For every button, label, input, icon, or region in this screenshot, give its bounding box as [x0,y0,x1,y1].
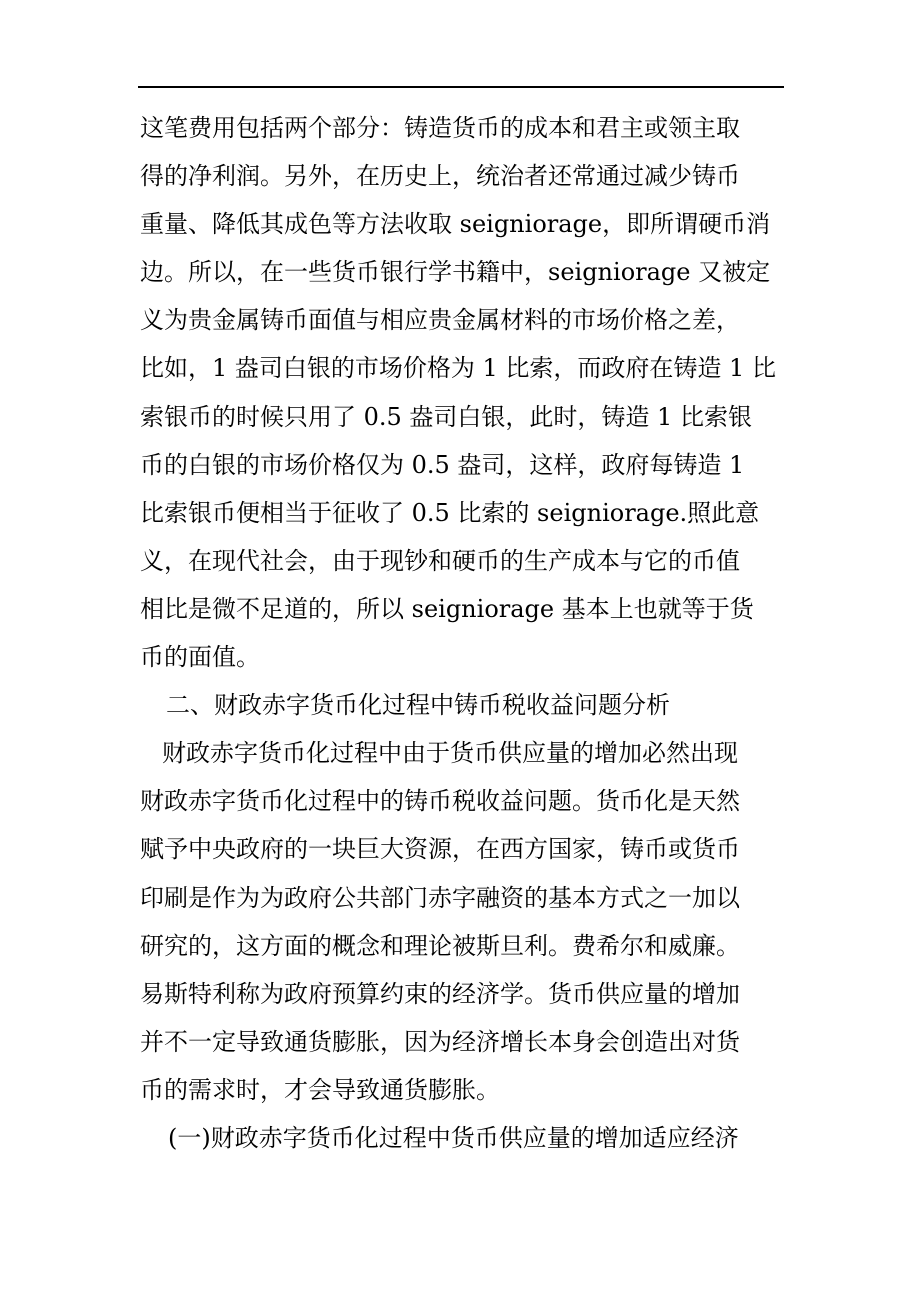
text-line: 币的需求时，才会导致通货膨胀。 [140,1075,500,1104]
text-line: 边。所以，在一些货币银行学书籍中，seigniorage 又被定 [140,258,771,287]
text-line: 这笔费用包括两个部分：铸造货币的成本和君主或领主取 [140,114,740,142]
text-line: 易斯特利称为政府预算约束的经济学。货币供应量的增加 [140,979,740,1008]
text-line: 比如，1 盎司白银的市场价格为 1 比索，而政府在铸造 1 比 [140,354,776,383]
text-line: 比索银币便相当于征收了 0.5 比索的 seigniorage.照此意 [140,498,760,527]
text-line: 财政赤字货币化过程中的铸币税收益问题。货币化是天然 [140,787,740,816]
text-line: 义，在现代社会，由于现钞和硬币的生产成本与它的币值 [140,546,740,575]
text-line: 相比是微不足道的，所以 seigniorage 基本上也就等于货 [140,594,754,623]
body-text [140,104,800,1162]
subsection-heading: (一)财政赤字货币化过程中货币供应量的增加适应经济 [168,1123,739,1152]
text-line: 印刷是作为为政府公共部门赤字融资的基本方式之一加以 [140,883,740,912]
text-line: 币的面值。 [140,643,260,672]
text-line: 赋予中央政府的一块巨大资源，在西方国家，铸币或货币 [140,835,740,864]
text-line: 重量、降低其成色等方法收取 seigniorage，即所谓硬币消 [140,210,771,239]
text-line: 财政赤字货币化过程中由于货币供应量的增加必然出现 [162,739,738,768]
text-line: 并不一定导致通货膨胀，因为经济增长本身会创造出对货 [140,1027,740,1056]
text-line: 币的白银的市场价格仅为 0.5 盎司，这样，政府每铸造 1 [140,450,745,479]
text-line: 义为贵金属铸币面值与相应贵金属材料的市场价格之差， [140,306,740,335]
header-rule [138,86,784,88]
section-heading: 二、财政赤字货币化过程中铸币税收益问题分析 [166,691,670,720]
text-line: 研究的，这方面的概念和理论被斯旦利。费希尔和威廉。 [140,931,740,960]
text-line: 索银币的时候只用了 0.5 盎司白银，此时，铸造 1 比索银 [140,402,752,431]
text-line: 得的净利润。另外，在历史上，统治者还常通过减少铸币 [140,162,740,191]
